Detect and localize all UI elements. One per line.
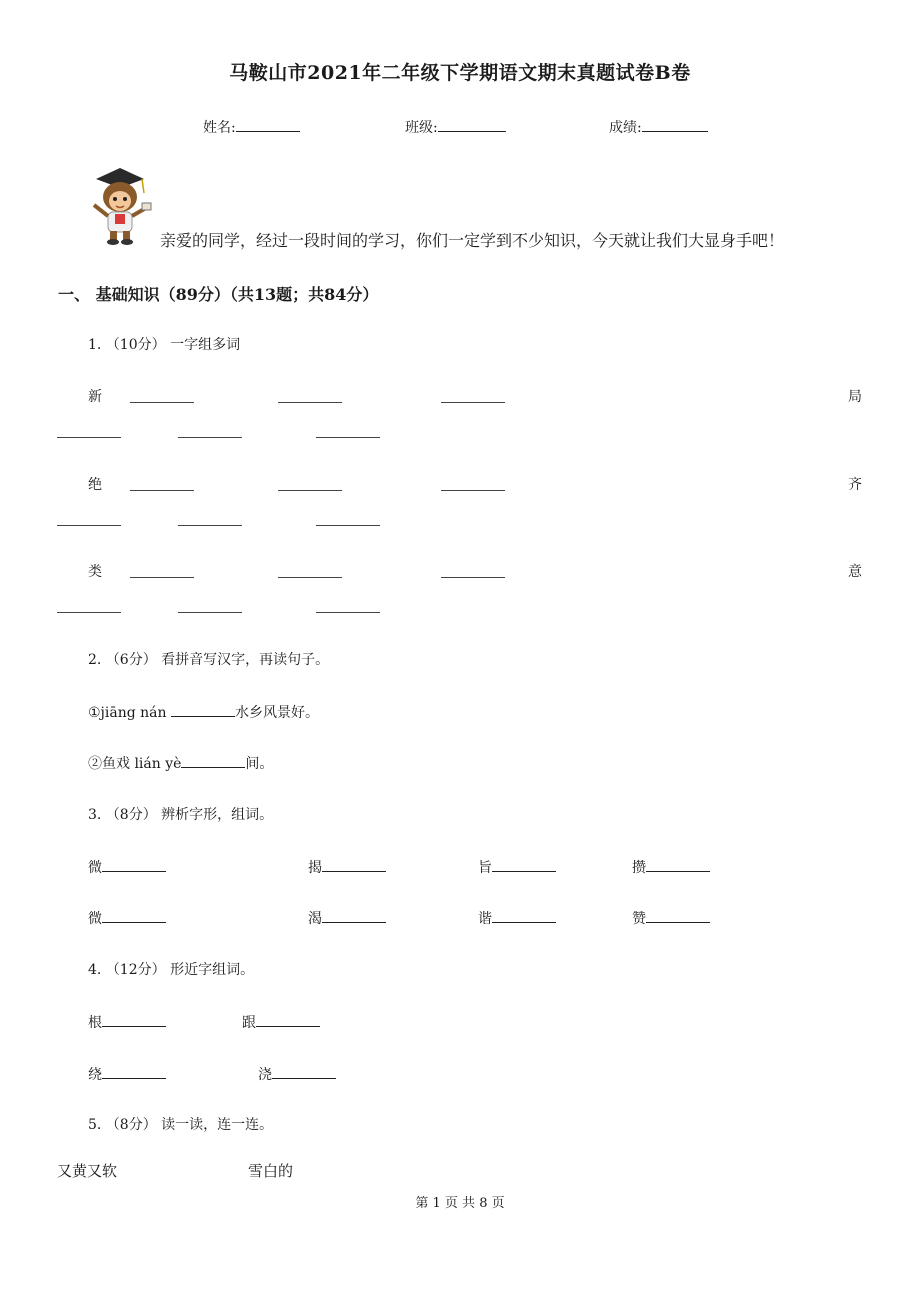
q1-char: 绝 xyxy=(88,477,102,493)
name-field xyxy=(203,116,300,137)
q3-item xyxy=(88,907,166,928)
answer-blank[interactable] xyxy=(102,1063,166,1079)
name-label: 姓名: xyxy=(203,120,236,136)
answer-blank[interactable] xyxy=(171,701,235,717)
q3-char: 微 xyxy=(88,860,102,876)
q1-char: 新 xyxy=(88,389,102,405)
answer-blank[interactable] xyxy=(102,856,166,872)
q2-line-2 xyxy=(88,752,273,773)
answer-blank[interactable] xyxy=(57,525,121,526)
q3-char: 赞 xyxy=(632,911,646,927)
class-field xyxy=(405,116,506,137)
q2-line-2-suffix: 间。 xyxy=(245,756,274,772)
answer-blank[interactable] xyxy=(178,437,242,438)
q3-char: 微 xyxy=(88,911,102,927)
name-blank[interactable] xyxy=(236,116,300,132)
q3-item xyxy=(478,856,556,877)
q3-char: 攒 xyxy=(632,860,646,876)
q1-header: 1. （10分） 一字组多词 xyxy=(88,337,241,353)
answer-blank[interactable] xyxy=(322,856,386,872)
q3-char: 谐 xyxy=(478,911,492,927)
q4-item xyxy=(258,1063,336,1084)
answer-blank[interactable] xyxy=(492,907,556,923)
q4-item xyxy=(88,1063,166,1084)
answer-blank[interactable] xyxy=(316,437,380,438)
q4-char: 绕 xyxy=(88,1067,102,1083)
q4-char: 跟 xyxy=(242,1015,256,1031)
q1-char: 意 xyxy=(848,564,862,580)
answer-blank[interactable] xyxy=(441,577,505,578)
answer-blank[interactable] xyxy=(322,907,386,923)
answer-blank[interactable] xyxy=(178,612,242,613)
q3-header: 3. （8分） 辨析字形，组词。 xyxy=(88,807,274,823)
q3-char: 揭 xyxy=(308,860,322,876)
answer-blank[interactable] xyxy=(181,752,245,768)
q3-item xyxy=(308,856,386,877)
q2-line-1-suffix: 水乡风景好。 xyxy=(234,705,319,721)
answer-blank[interactable] xyxy=(130,490,194,491)
q2-line-1 xyxy=(88,701,319,722)
answer-blank[interactable] xyxy=(272,1063,336,1079)
class-label: 班级: xyxy=(405,120,438,136)
answer-blank[interactable] xyxy=(441,402,505,403)
q5-left-item: 又黄又软 xyxy=(57,1162,118,1180)
answer-blank[interactable] xyxy=(316,612,380,613)
q1-char: 齐 xyxy=(848,477,862,493)
answer-blank[interactable] xyxy=(278,402,342,403)
answer-blank[interactable] xyxy=(57,612,121,613)
q4-item xyxy=(88,1011,166,1032)
page-title: 马鞍山市2021年二年级下学期语文期末真题试卷B卷 xyxy=(229,62,691,84)
answer-blank[interactable] xyxy=(130,577,194,578)
answer-blank[interactable] xyxy=(492,856,556,872)
q4-char: 根 xyxy=(88,1015,102,1031)
q4-item xyxy=(242,1011,320,1032)
class-blank[interactable] xyxy=(438,116,506,132)
q3-char: 渴 xyxy=(308,911,322,927)
answer-blank[interactable] xyxy=(316,525,380,526)
q1-char: 类 xyxy=(88,564,102,580)
q3-item xyxy=(632,856,710,877)
greeting-text: 亲爱的同学，经过一段时间的学习，你们一定学到不少知识，今天就让我们大显身手吧！ xyxy=(160,231,785,250)
q2-line-2-prefix: ②鱼戏 lián yè xyxy=(88,756,182,772)
q3-item xyxy=(308,907,386,928)
graduate-mascot-icon xyxy=(88,163,152,245)
answer-blank[interactable] xyxy=(130,402,194,403)
q1-char: 局 xyxy=(848,389,862,405)
q5-header: 5. （8分） 读一读，连一连。 xyxy=(88,1117,274,1133)
answer-blank[interactable] xyxy=(178,525,242,526)
score-field xyxy=(609,116,708,137)
answer-blank[interactable] xyxy=(646,907,710,923)
score-blank[interactable] xyxy=(642,116,708,132)
q2-header: 2. （6分） 看拼音写汉字，再读句子。 xyxy=(88,652,330,668)
answer-blank[interactable] xyxy=(256,1011,320,1027)
answer-blank[interactable] xyxy=(441,490,505,491)
q3-item xyxy=(478,907,556,928)
q3-item xyxy=(632,907,710,928)
q2-line-1-prefix: ①jiāng nán xyxy=(88,705,171,721)
q4-char: 浇 xyxy=(258,1067,272,1083)
answer-blank[interactable] xyxy=(57,437,121,438)
q3-char: 旨 xyxy=(478,860,492,876)
answer-blank[interactable] xyxy=(102,907,166,923)
answer-blank[interactable] xyxy=(646,856,710,872)
section-1-heading: 一、 基础知识（89分）（共13题；共84分） xyxy=(58,285,379,304)
q5-right-item: 雪白的 xyxy=(248,1162,294,1180)
page-footer: 第 1 页 共 8 页 xyxy=(415,1196,505,1211)
answer-blank[interactable] xyxy=(102,1011,166,1027)
answer-blank[interactable] xyxy=(278,577,342,578)
q4-header: 4. （12分） 形近字组词。 xyxy=(88,962,255,978)
answer-blank[interactable] xyxy=(278,490,342,491)
score-label: 成绩: xyxy=(609,120,642,136)
q3-item xyxy=(88,856,166,877)
